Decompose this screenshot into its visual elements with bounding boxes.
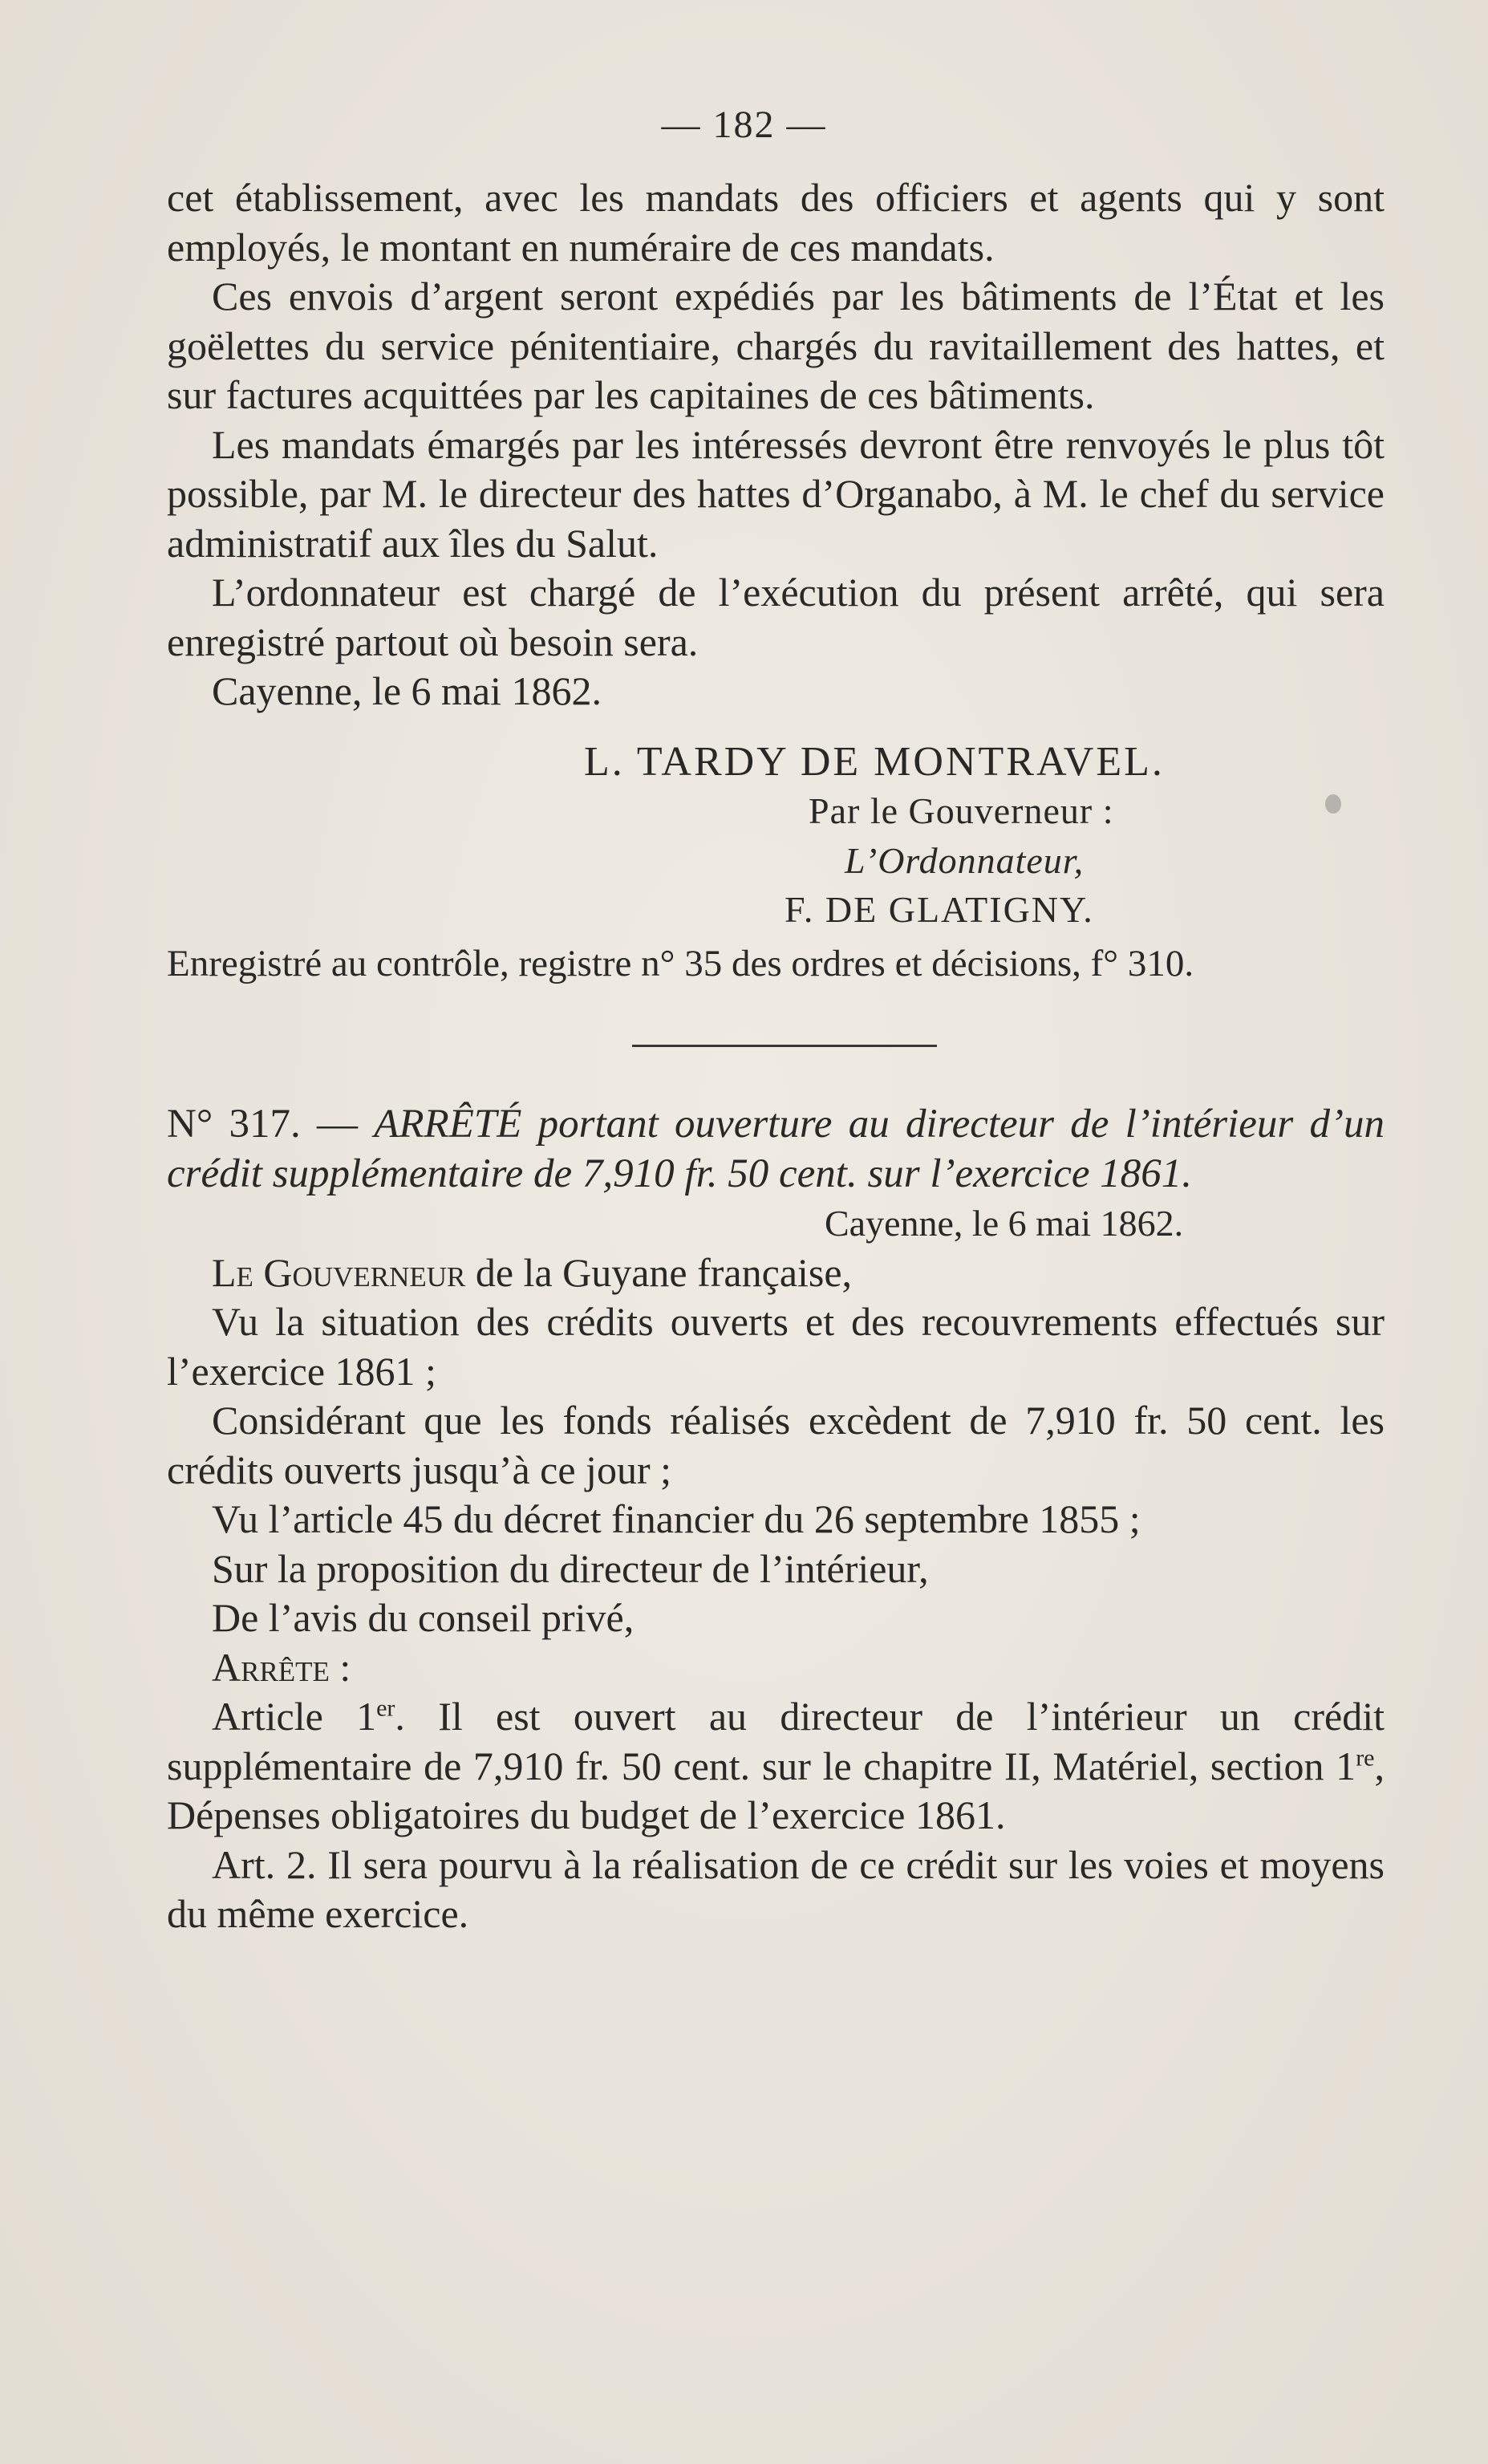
article-1-text-b: , Dépenses obligatoires du budget de l’exercice 1861. — [167, 1743, 1385, 1837]
article-1-text-sup: re — [1356, 1743, 1375, 1771]
article-1-lead-sup: er — [376, 1695, 395, 1722]
registration-note: Enregistré au contrôle, registre n° 35 des ordres et décisions, f° 310. — [167, 942, 1194, 984]
body-text — [167, 173, 1385, 1939]
consideration-article: Vu l’article 45 du décret financier du 26 septembre 1855 ; — [212, 1496, 1141, 1541]
signature-by-line: Par le Gouverneur : — [809, 790, 1114, 831]
preamble-rest: de la Guyane française, — [475, 1249, 853, 1295]
decree-number: N° 317. — — [167, 1102, 358, 1147]
place-date: Cayenne, le 6 mai 1862. — [212, 668, 602, 713]
paragraph-continuation: cet établissement, avec les mandats des officiers et agents qui y sont employés, le montant en numéraire de ces mandats. — [167, 175, 1385, 270]
decree-subject: portant ouverture au directeur de l’intérieur d’un crédit supplémentaire de 7,910 fr. 50 cent. sur l’exercice 1861. — [167, 1102, 1385, 1196]
preamble-lead: Le Gouverneur — [212, 1249, 466, 1295]
decree-title — [167, 1100, 1385, 1199]
signature-countersign: F. DE GLATIGNY. — [785, 889, 1094, 930]
paragraph-execution: L’ordonnateur est chargé de l’exécution du présent arrêté, qui sera enregistré partout où besoin sera. — [167, 570, 1385, 664]
consideration-funds: Considérant que les fonds réalisés excèdent de 7,910 fr. 50 cent. les crédits ouverts jusqu’à ce jour ; — [167, 1398, 1385, 1492]
consideration-situation: Vu la situation des crédits ouverts et des recouvrements effectués sur l’exercice 1861 ; — [167, 1299, 1385, 1394]
article-1 — [167, 1692, 1385, 1841]
section-divider — [632, 1045, 937, 1047]
page-number: — 182 — — [661, 104, 827, 146]
consideration-council: De l’avis du conseil privé, — [212, 1595, 635, 1640]
article-2: Art. 2. Il sera pourvu à la réalisation de ce crédit sur les voies et moyens du même exercice. — [167, 1841, 1385, 1936]
decree-preamble — [167, 1248, 1385, 1298]
signature-office: L’Ordonnateur, — [845, 839, 1085, 881]
article-1-lead: Article 1 — [212, 1694, 377, 1739]
paragraph-mandates: Les mandats émargés par les intéressés devront être renvoyés le plus tôt possible, par M. le directeur des hattes d’Organabo, à M. le chef du service administratif aux îles du Salut. — [167, 421, 1385, 566]
decides-heading: Arrête : — [212, 1644, 351, 1690]
paragraph-dispatch: Ces envois d’argent seront expédiés par les bâtiments de l’État et les goëlettes du service pénitentiaire, chargés du ravitaillement des hattes, et sur factures acquittées par les capitaines de ces bâtiments. — [167, 274, 1385, 417]
decree-keyword: ARRÊTÉ — [374, 1102, 522, 1147]
decree-date: Cayenne, le 6 mai 1862. — [825, 1203, 1184, 1244]
consideration-proposal: Sur la proposition du directeur de l’intérieur, — [212, 1545, 929, 1591]
signature-governor: L. TARDY DE MONTRAVEL. — [584, 738, 1165, 785]
article-1-text-a: . Il est ouvert au directeur de l’intérieur un crédit supplémentaire de 7,910 fr. 50 cent. sur le chapitre II, Matériel, section 1 — [167, 1694, 1385, 1788]
